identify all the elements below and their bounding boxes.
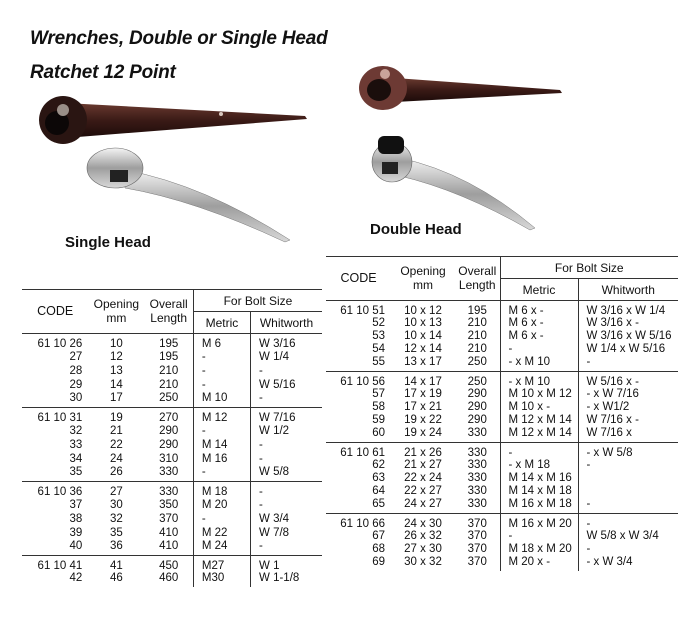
row-opening: 21 x 27 (404, 459, 442, 472)
row-opening: 10 x 14 (404, 330, 442, 343)
single-overall-header-line1: Overall (149, 297, 188, 312)
row-metric: M 12 x M 14 (500, 415, 578, 428)
page-title: Wrenches, Double or Single Head (30, 28, 328, 49)
row-opening: 27 (88, 482, 144, 499)
row-whitworth: W 3/16 x - (578, 318, 678, 331)
table-row (326, 301, 678, 318)
row-length: 330 (455, 443, 500, 460)
row-code: 38 (69, 512, 83, 525)
row-metric: M 20 x - (500, 557, 578, 572)
row-code: 65 (372, 497, 385, 510)
table-row (22, 467, 322, 482)
row-whitworth: - (578, 357, 678, 372)
row-opening: 22 (109, 438, 123, 451)
table-row (326, 415, 678, 428)
row-metric: - (193, 425, 250, 439)
row-whitworth: W 3/16 x W 5/16 (578, 331, 678, 344)
row-code: 33 (69, 438, 83, 451)
row-opening: 21 (109, 424, 123, 437)
row-length: 330 (467, 459, 487, 472)
row-code: 55 (372, 355, 385, 368)
row-whitworth: W 1/4 (251, 351, 322, 365)
row-opening: 19 (88, 408, 144, 425)
table-row (22, 482, 322, 499)
single-opening-header (88, 290, 144, 334)
row-length: 195 (159, 350, 179, 363)
row-whitworth: W 1/4 x W 5/16 (578, 344, 678, 357)
row-code: 54 (372, 343, 385, 356)
row-metric: M 14 x M 16 (500, 473, 578, 486)
row-metric: - (500, 443, 578, 460)
row-code: 61 10 51 (326, 301, 391, 318)
row-opening: 19 x 24 (404, 426, 442, 439)
row-opening: 41 (88, 556, 144, 573)
single-overall-header-line2: Length (150, 310, 187, 325)
row-opening: 17 x 21 (404, 401, 442, 414)
table-row (326, 486, 678, 499)
table-row (326, 318, 678, 331)
table-row (326, 544, 678, 557)
double-opening-header (391, 257, 455, 301)
row-code: 32 (69, 424, 83, 437)
row-length: 210 (467, 343, 487, 356)
single-metric-header: Metric (193, 312, 250, 334)
row-metric: - (193, 379, 250, 393)
row-opening: 35 (109, 526, 123, 539)
table-row (326, 357, 678, 372)
row-whitworth: - (578, 544, 678, 557)
row-code: 61 10 66 (326, 514, 391, 531)
row-whitworth (578, 486, 678, 499)
row-length: 330 (144, 482, 193, 499)
row-opening: 17 (109, 391, 123, 404)
row-metric: M 24 (193, 541, 250, 556)
row-opening: 30 x 32 (404, 555, 442, 568)
row-code: 27 (69, 350, 83, 363)
row-whitworth: - (251, 365, 322, 379)
table-row (326, 344, 678, 357)
row-metric: M 16 x M 20 (500, 514, 578, 531)
table-row (326, 499, 678, 514)
row-whitworth: - x W 3/4 (578, 557, 678, 572)
table-row (22, 393, 322, 408)
row-code: 69 (372, 555, 385, 568)
table-row (326, 557, 678, 572)
row-whitworth: - (251, 499, 322, 513)
double-metric-header: Metric (500, 279, 578, 301)
table-row (326, 389, 678, 402)
row-metric: - x M 10 (500, 357, 578, 372)
row-length: 270 (144, 408, 193, 425)
row-metric: M 22 (193, 527, 250, 541)
single-bolt-header: For Bolt Size (193, 290, 322, 312)
row-code: 28 (69, 364, 83, 377)
double-head-wrench-dark-image (355, 60, 565, 120)
row-length: 330 (467, 426, 487, 439)
row-metric: - (193, 351, 250, 365)
row-whitworth: - x W 5/8 (578, 443, 678, 460)
row-code: 63 (372, 472, 385, 485)
double-bolt-header: For Bolt Size (500, 257, 678, 279)
table-row (22, 527, 322, 541)
single-overall-header (144, 290, 193, 334)
row-length: 290 (159, 424, 179, 437)
table-row (22, 379, 322, 393)
row-code: 29 (69, 378, 83, 391)
row-code: 61 10 36 (22, 482, 88, 499)
row-code: 42 (69, 571, 83, 584)
row-whitworth: W 7/16 x (578, 428, 678, 443)
row-opening: 46 (109, 571, 123, 584)
row-opening: 13 (109, 364, 123, 377)
row-opening: 24 x 30 (391, 514, 455, 531)
row-metric: M 6 x - (500, 331, 578, 344)
row-length: 195 (144, 334, 193, 351)
row-length: 330 (467, 485, 487, 498)
row-opening: 10 x 13 (404, 317, 442, 330)
table-row (326, 531, 678, 544)
row-code: 39 (69, 526, 83, 539)
table-row (326, 460, 678, 473)
table-row (22, 425, 322, 439)
row-opening: 12 (109, 350, 123, 363)
row-code: 30 (69, 391, 83, 404)
row-opening: 17 x 19 (404, 388, 442, 401)
row-opening: 12 x 14 (404, 343, 442, 356)
single-head-caption: Single Head (65, 234, 151, 251)
row-opening: 27 x 30 (404, 543, 442, 556)
row-metric: M 20 (193, 499, 250, 513)
row-metric: M 14 (193, 439, 250, 453)
row-code: 62 (372, 459, 385, 472)
row-opening: 30 (109, 498, 123, 511)
single-whitworth-header: Whitworth (251, 312, 322, 334)
row-whitworth: - (251, 439, 322, 453)
table-row (22, 513, 322, 527)
row-length: 460 (159, 571, 179, 584)
row-whitworth: W 7/8 (251, 527, 322, 541)
row-length: 370 (455, 514, 500, 531)
row-length: 330 (159, 465, 179, 478)
double-opening-header-line1: Opening (400, 264, 446, 279)
row-metric: M 10 x M 12 (500, 389, 578, 402)
table-row (22, 365, 322, 379)
row-length: 195 (455, 301, 500, 318)
row-length: 210 (467, 317, 487, 330)
row-length: 250 (467, 355, 487, 368)
row-whitworth: W 5/8 (251, 467, 322, 482)
single-head-table (22, 289, 322, 587)
row-length: 290 (159, 438, 179, 451)
row-code: 57 (372, 388, 385, 401)
double-overall-header-line2: Length (458, 277, 496, 292)
row-whitworth: W 3/16 x W 1/4 (578, 301, 678, 318)
row-whitworth: - (251, 482, 322, 499)
row-whitworth: - (578, 499, 678, 514)
row-opening: 26 x 32 (404, 530, 442, 543)
row-whitworth: - (251, 453, 322, 467)
row-opening: 10 x 12 (391, 301, 455, 318)
row-length: 290 (467, 388, 487, 401)
row-length: 410 (159, 526, 179, 539)
row-metric: - (500, 531, 578, 544)
row-code: 61 10 61 (326, 443, 391, 460)
row-opening: 13 x 17 (404, 355, 442, 368)
row-length: 250 (159, 391, 179, 404)
row-whitworth: - (251, 541, 322, 556)
single-opening-header-line1: Opening (93, 297, 140, 312)
row-metric: M 10 (193, 393, 250, 408)
double-whitworth-header: Whitworth (578, 279, 678, 301)
row-length: 450 (144, 556, 193, 573)
table-row (326, 331, 678, 344)
row-opening: 14 (109, 378, 123, 391)
row-code: 61 10 26 (22, 334, 88, 351)
row-length: 210 (467, 330, 487, 343)
table-row (22, 541, 322, 556)
row-opening: 26 (109, 465, 123, 478)
row-metric: M 18 x M 20 (500, 544, 578, 557)
row-length: 290 (467, 401, 487, 414)
row-whitworth: W 1 (251, 556, 322, 573)
table-row (22, 408, 322, 425)
table-row (326, 372, 678, 389)
row-metric: M30 (193, 573, 250, 588)
row-length: 330 (467, 472, 487, 485)
row-whitworth: W 5/16 (251, 379, 322, 393)
row-whitworth (578, 473, 678, 486)
row-length: 210 (159, 378, 179, 391)
row-length: 370 (159, 512, 179, 525)
table-row (326, 514, 678, 531)
row-whitworth: - x W1/2 (578, 402, 678, 415)
row-metric: M 16 x M 18 (500, 499, 578, 514)
row-metric: M 16 (193, 453, 250, 467)
row-code: 59 (372, 414, 385, 427)
row-length: 290 (467, 414, 487, 427)
row-opening: 14 x 17 (391, 372, 455, 389)
double-head-wrench-chrome-image (370, 128, 540, 228)
row-length: 330 (467, 497, 487, 510)
row-whitworth: W 3/16 (251, 334, 322, 351)
row-length: 370 (467, 555, 487, 568)
table-row (22, 453, 322, 467)
single-code-header: CODE (22, 290, 88, 334)
row-length: 310 (159, 452, 179, 465)
row-opening: 19 x 22 (404, 414, 442, 427)
row-whitworth: W 1-1/8 (251, 573, 322, 588)
row-metric: - (500, 344, 578, 357)
row-metric: - (193, 467, 250, 482)
row-whitworth: W 7/16 x - (578, 415, 678, 428)
row-code: 34 (69, 452, 83, 465)
row-whitworth: W 5/16 x - (578, 372, 678, 389)
row-length: 250 (455, 372, 500, 389)
row-code: 40 (69, 539, 83, 552)
row-opening: 24 x 27 (404, 497, 442, 510)
row-code: 53 (372, 330, 385, 343)
double-opening-header-line2: mm (413, 277, 433, 292)
double-head-caption: Double Head (370, 221, 462, 238)
row-whitworth: - (578, 514, 678, 531)
row-whitworth: W 7/16 (251, 408, 322, 425)
double-overall-header (455, 257, 500, 301)
row-metric: - x M 10 (500, 372, 578, 389)
row-whitworth: - x W 7/16 (578, 389, 678, 402)
row-whitworth: - (578, 460, 678, 473)
row-whitworth: - (251, 393, 322, 408)
row-metric: - x M 18 (500, 460, 578, 473)
row-opening: 24 (109, 452, 123, 465)
row-length: 370 (467, 530, 487, 543)
table-row (22, 334, 322, 351)
row-opening: 22 x 27 (404, 485, 442, 498)
table-row (22, 556, 322, 573)
table-row (326, 443, 678, 460)
row-whitworth: W 3/4 (251, 513, 322, 527)
row-code: 58 (372, 401, 385, 414)
single-opening-header-line2: mm (106, 310, 127, 325)
double-overall-header-line1: Overall (458, 264, 497, 279)
row-whitworth: W 1/2 (251, 425, 322, 439)
row-opening: 36 (109, 539, 123, 552)
row-metric: M 18 (193, 482, 250, 499)
table-row (326, 402, 678, 415)
row-metric: M 10 x - (500, 402, 578, 415)
row-opening: 21 x 26 (391, 443, 455, 460)
row-metric: M 6 x - (500, 301, 578, 318)
table-row (326, 428, 678, 443)
table-row (22, 573, 322, 588)
row-code: 64 (372, 485, 385, 498)
row-metric: M 14 x M 18 (500, 486, 578, 499)
row-code: 61 10 41 (22, 556, 88, 573)
row-code: 68 (372, 543, 385, 556)
row-whitworth: W 5/8 x W 3/4 (578, 531, 678, 544)
row-length: 410 (159, 539, 179, 552)
row-length: 350 (159, 498, 179, 511)
double-code-header: CODE (326, 257, 391, 301)
row-metric: M27 (193, 556, 250, 573)
double-head-table (326, 256, 678, 571)
row-code: 37 (69, 498, 83, 511)
table-row (326, 473, 678, 486)
single-head-wrench-chrome-image (85, 140, 295, 240)
table-row (22, 351, 322, 365)
row-length: 370 (467, 543, 487, 556)
row-code: 35 (69, 465, 83, 478)
row-opening: 32 (109, 512, 123, 525)
table-row (22, 439, 322, 453)
row-opening: 22 x 24 (404, 472, 442, 485)
row-code: 61 10 31 (22, 408, 88, 425)
page-subtitle: Ratchet 12 Point (30, 62, 176, 83)
row-metric: M 12 (193, 408, 250, 425)
row-metric: - (193, 513, 250, 527)
table-row (22, 499, 322, 513)
row-code: 61 10 56 (326, 372, 391, 389)
row-code: 60 (372, 426, 385, 439)
row-length: 210 (159, 364, 179, 377)
row-metric: - (193, 365, 250, 379)
row-code: 67 (372, 530, 385, 543)
row-metric: M 12 x M 14 (500, 428, 578, 443)
row-code: 52 (372, 317, 385, 330)
row-metric: M 6 (193, 334, 250, 351)
row-metric: M 6 x - (500, 318, 578, 331)
row-opening: 10 (88, 334, 144, 351)
